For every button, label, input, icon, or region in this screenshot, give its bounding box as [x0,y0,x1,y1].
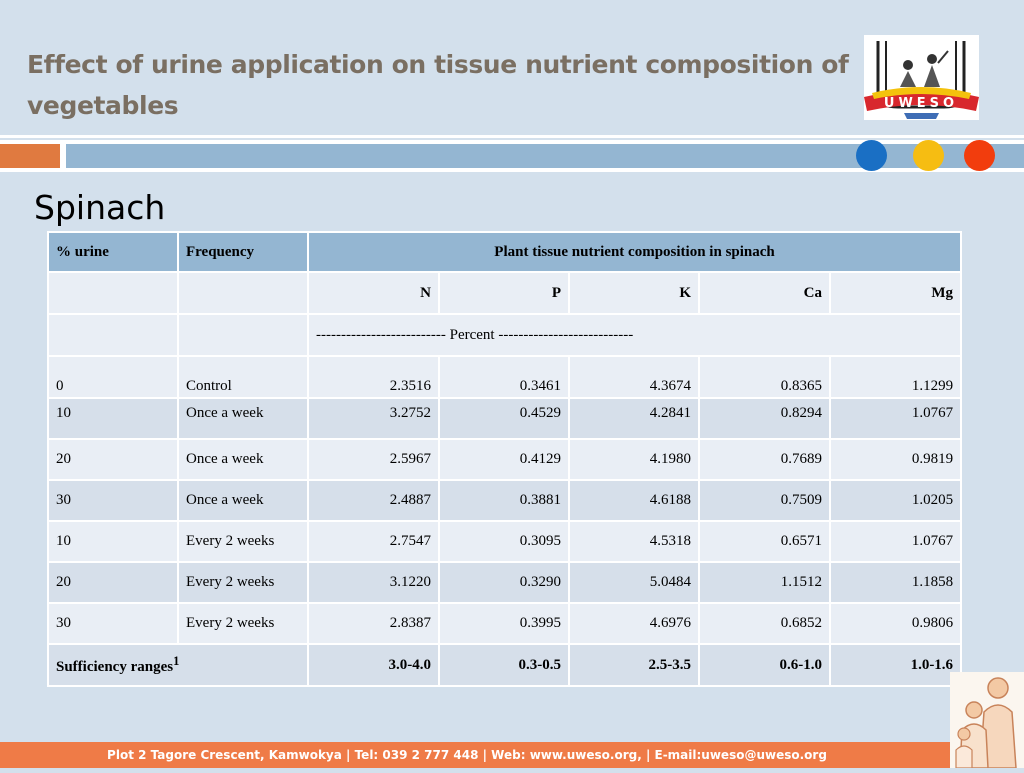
nutrient-p: P [439,272,569,314]
header-frequency: Frequency [178,232,308,272]
nutrient-table [47,231,962,687]
uweso-logo-icon [864,35,979,120]
table-row: 20 Once a week 2.5967 0.4129 4.1980 0.7689 0.9819 [48,439,961,480]
uweso-logo [864,35,979,120]
table-row: 30 Once a week 2.4887 0.3881 4.6188 0.7509 1.0205 [48,480,961,521]
sufficiency-label: Sufficiency ranges$^1$ [48,644,308,686]
unit-label: -------------------------- Percent --------------------------- [308,314,961,356]
table-row: 0 Control 2.3516 0.3461 4.3674 0.8365 1.1299 [48,356,961,398]
header-urine: % urine [48,232,178,272]
family-illustration-icon [950,672,1024,768]
header-composition: Plant tissue nutrient composition in spinach [308,232,961,272]
orange-accent-block [0,144,60,168]
title-divider [0,135,1024,138]
blue-dot-icon [856,140,887,171]
footnote-marker: 1 [173,654,180,668]
footer-text: Plot 2 Tagore Crescent, Kamwokya | Tel: 039 2 777 448 | Web: www.uweso.org, | E-mail:uweso@uweso.org [107,748,827,762]
section-heading: Spinach [34,188,166,227]
svg-text:UWESO: UWESO [883,96,959,111]
sufficiency-row: Sufficiency ranges$^1$ 3.0-4.0 0.3-0.5 2.5-3.5 0.6-1.0 1.0-1.6 [48,644,961,686]
table-row: 10 Every 2 weeks 2.7547 0.3095 4.5318 0.6571 1.0767 [48,521,961,562]
yellow-dot-icon [913,140,944,171]
slide-title: Effect of urine application on tissue nutrient composition of vegetables [27,50,849,120]
family-illustration [950,672,1024,768]
red-dot-icon [964,140,995,171]
nutrient-header-row [48,272,961,314]
table-row: 10 Once a week 3.2752 0.4529 4.2841 0.8294 1.0767 [48,398,961,439]
table-row: 20 Every 2 weeks 3.1220 0.3290 5.0484 1.1512 1.1858 [48,562,961,603]
nutrient-mg: Mg [830,272,961,314]
table-header-row [48,232,961,272]
table-row: 30 Every 2 weeks 2.8387 0.3995 4.6976 0.6852 0.9806 [48,603,961,644]
nutrient-n: N [308,272,439,314]
footer-bar [0,742,1024,768]
nutrient-ca: Ca [699,272,830,314]
nutrient-k: K [569,272,699,314]
unit-row [48,314,961,356]
